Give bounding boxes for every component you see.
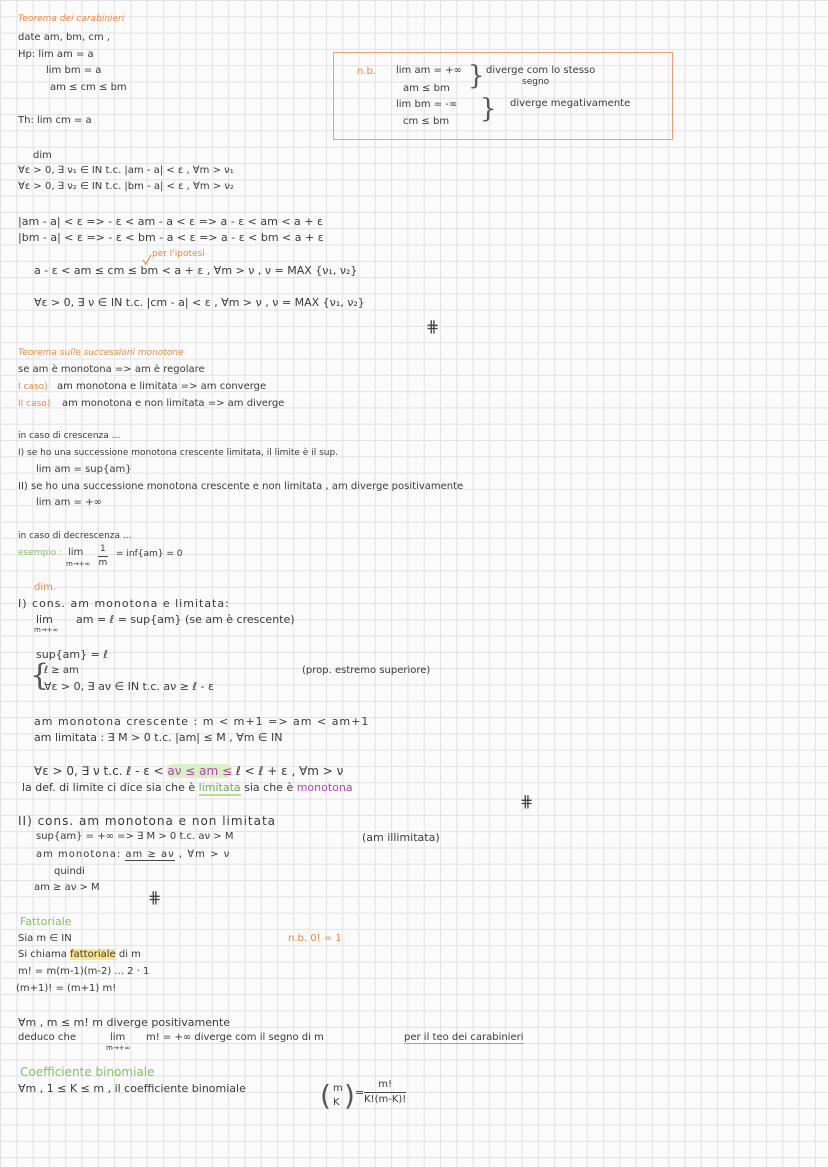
mono-c2: am monotona e non limitata => am diverge: [62, 398, 285, 409]
carab-hp1: Hp: lim am = a: [18, 49, 94, 60]
binom-top: m: [333, 1083, 343, 1094]
mono-p2c-post: , ∀m > ν: [174, 849, 231, 860]
nb-line1: lim am = +∞: [396, 65, 462, 76]
binom-fraction: [364, 1080, 406, 1105]
end-proof-mark-icon: ⋕: [148, 888, 162, 907]
mono-mc: am monotona crescente : m < m+1 => am < am+1: [34, 715, 370, 728]
mono-s1: ℓ ≥ am: [44, 665, 79, 676]
mono-sup: sup{am} = ℓ: [36, 648, 108, 661]
fatt-f6-carabinieri: per il teo dei carabinieri: [404, 1032, 524, 1043]
mono-q1: [34, 765, 343, 777]
fatt-f2-pre: Si chiama: [18, 949, 71, 960]
esempio-rest: = inf{am} = 0: [116, 549, 183, 559]
binom-b1: ∀m , 1 ≤ K ≤ m , il coefficiente binomiale: [18, 1082, 246, 1095]
carab-d1: ∀ε > 0, ∃ ν₁ ∈ IN t.c. |am - a| < ε , ∀m > ν₁: [18, 165, 234, 176]
section-title-carabinieri: Teorema dei carabinieri: [18, 14, 125, 24]
mono-i2: II) se ho una successione monotona crescente e non limitata , am diverge positivamente: [18, 481, 464, 492]
mono-ml: am limitata : ∃ M > 0 t.c. |am| ≤ M , ∀m ∈ IN: [34, 731, 283, 744]
mono-i1b: lim am = sup{am}: [36, 464, 132, 475]
mono-c1: am monotona e limitata => am converge: [57, 381, 267, 392]
mono-p2c-pre: am monotona:: [36, 849, 126, 860]
fatt-f5: ∀m , m ≤ m! m diverge positivamente: [18, 1016, 231, 1029]
fatt-nb: n.b. 0! = 1: [288, 933, 342, 944]
esempio-den: m: [98, 558, 108, 568]
nb-line2: am ≤ bm: [403, 83, 450, 94]
mono-c2-label: II caso): [18, 399, 51, 409]
fatt-f6-mid: m! = +∞ diverge com il segno di m: [146, 1032, 324, 1043]
binom-den: K!(m-K)!: [364, 1094, 407, 1105]
mono-p2d: am ≥ aν > M: [34, 882, 100, 893]
mono-q2-monotona: monotona: [296, 781, 353, 794]
mono-p1b: am = ℓ = sup{am} (se am è crescente): [76, 613, 295, 626]
mono-p2: II) cons. am monotona e non limitata: [18, 814, 277, 828]
mono-p1b-sub: m→+∞: [34, 626, 59, 634]
binom-eq: =: [355, 1086, 365, 1099]
nb-right2: diverge megativamente: [510, 98, 631, 109]
mono-cresc: in caso di crescenza ...: [18, 431, 121, 441]
nb-label: n.b.: [357, 66, 377, 77]
mono-q2: [22, 782, 353, 793]
esempio-label: esempio :: [18, 548, 63, 558]
mono-dim: dim.: [34, 582, 57, 593]
carab-date: date am, bm, cm ,: [18, 32, 110, 43]
esempio-fraction: [98, 545, 108, 568]
mono-l1: se am è monotona => am è regolare: [18, 364, 205, 375]
fatt-f6-sub: m→+∞: [106, 1044, 131, 1052]
mono-decr: in caso di decrescenza ...: [18, 531, 132, 541]
mono-illimitata: (am illimitata): [362, 831, 440, 844]
mono-p2c-ul: am ≥ aν: [125, 849, 175, 860]
mono-p1b-lim: lim: [36, 613, 53, 626]
mono-q2-pre: la def. di limite ci dice sia che è: [22, 781, 199, 794]
nb-right1b: segno: [522, 77, 550, 87]
esempio-lim-sub: m→+∞: [66, 560, 91, 568]
binom-num: m!: [364, 1080, 406, 1093]
carab-dim: dim: [33, 150, 52, 161]
mono-q2-limitata: limitata: [198, 781, 241, 794]
mono-prop: (prop. estremo superiore): [302, 665, 431, 676]
mono-q2-mid: sia che è: [240, 781, 297, 794]
mono-p2c: [36, 850, 230, 860]
binom-bottom: K: [333, 1097, 340, 1108]
fatt-f6-lim: lim: [110, 1032, 126, 1043]
carab-d5: a - ε < am ≤ cm ≤ bm < a + ε , ∀m > ν , ν = MAX {ν₁, ν₂}: [34, 264, 358, 277]
section-title-monotone: Teorema sulle successioni monotone: [18, 348, 184, 358]
carab-d2: ∀ε > 0, ∃ ν₂ ∈ IN t.c. |bm - a| < ε , ∀m > ν₂: [18, 181, 234, 192]
mono-q1-post: ℓ < ℓ + ε , ∀m > ν: [232, 764, 344, 778]
fatt-f2: [18, 950, 141, 960]
binom-paren-left: (: [320, 1079, 331, 1112]
system-brace: {: [30, 658, 50, 693]
nb-line4: cm ≤ bm: [403, 116, 450, 127]
end-proof-mark-icon: ⋕: [426, 317, 440, 336]
carab-d4: |bm - a| < ε => - ε < bm - a < ε => a - ε < bm < a + ε: [18, 231, 324, 244]
binom-paren-right: ): [344, 1079, 355, 1112]
mono-quindi: quindi: [54, 866, 85, 877]
fatt-f6-pre: deduco che: [18, 1032, 76, 1043]
fatt-f2-post: di m: [115, 949, 141, 960]
fatt-f3: m! = m(m-1)(m-2) ... 2 · 1: [18, 966, 150, 977]
carab-d6: ∀ε > 0, ∃ ν ∈ IN t.c. |cm - a| < ε , ∀m > ν , ν = MAX {ν₁, ν₂}: [34, 296, 365, 309]
mono-p1: I) cons. am monotona e limitata:: [18, 597, 230, 610]
brace-1: }: [468, 61, 485, 91]
carab-th: Th: lim cm = a: [18, 115, 92, 126]
esempio-num: 1: [98, 545, 108, 557]
end-proof-mark-icon: ⋕: [520, 792, 534, 811]
section-title-fattoriale: Fattoriale: [20, 915, 72, 928]
mono-i2b: lim am = +∞: [36, 497, 102, 508]
section-title-binomiale: Coefficiente binomiale: [20, 1065, 155, 1079]
fatt-f1: Sia m ∈ IN: [18, 933, 72, 944]
carab-hp3: am ≤ cm ≤ bm: [50, 82, 127, 93]
carab-hp2: lim bm = a: [46, 65, 102, 76]
fatt-f2-highlight: fattoriale: [70, 949, 116, 960]
carab-d3: |am - a| < ε => - ε < am - a < ε => a - ε < am < a + ε: [18, 215, 323, 228]
mono-p2b: sup{am} = +∞ => ∃ M > 0 t.c. aν > M: [36, 831, 234, 842]
mono-q1-pre: ∀ε > 0, ∃ ν t.c. ℓ - ε <: [34, 764, 168, 778]
mono-c1-label: I caso): [18, 382, 48, 392]
esempio-lim: lim: [68, 547, 84, 558]
nb-line3: lim bm = -∞: [396, 99, 458, 110]
nb-right1: diverge com lo stesso: [486, 65, 596, 76]
carab-per-ipotesi: per l'ipotesi: [152, 249, 205, 259]
fatt-f4: (m+1)! = (m+1) m!: [16, 983, 117, 994]
mono-s2: ∀ε > 0, ∃ aν ∈ IN t.c. aν ≥ ℓ - ε: [44, 680, 214, 693]
mono-i1: I) se ho una successione monotona crescente limitata, il limite è il sup.: [18, 448, 339, 458]
mono-q1-highlight: aν ≤ am ≤: [167, 764, 233, 778]
brace-2: }: [480, 94, 497, 124]
